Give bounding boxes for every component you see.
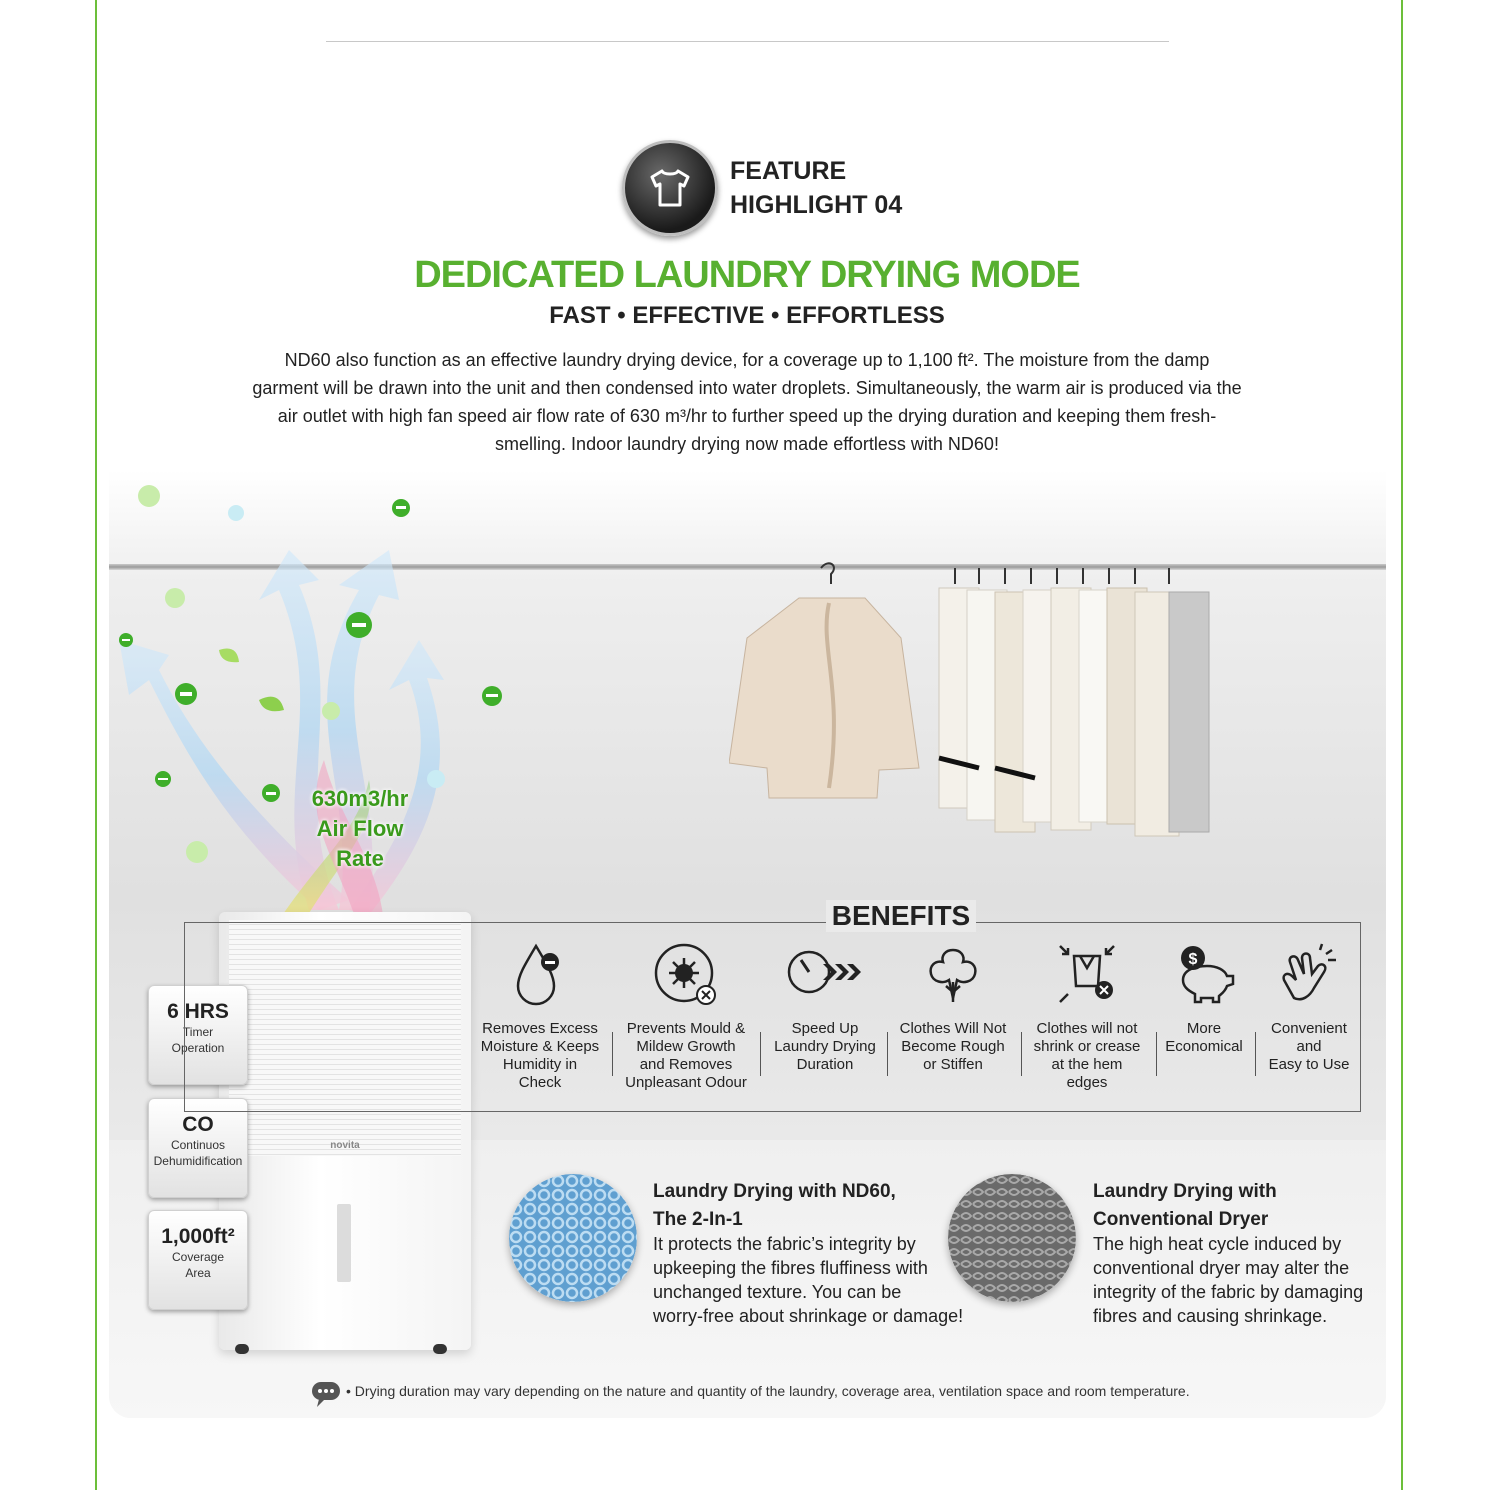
mould-virus-icon	[651, 940, 721, 1010]
benefit-separator	[760, 1032, 761, 1076]
water-level-window	[337, 1204, 351, 1282]
benefit-separator	[612, 1032, 613, 1076]
benefit-item: Speed Up Laundry Drying Duration	[772, 940, 878, 1074]
benefit-item: Clothes will not shrink or crease at the hem edges	[1030, 940, 1144, 1092]
airflow-rate-label: 630m3/hr Air Flow Rate	[311, 786, 409, 871]
wheel	[235, 1344, 249, 1354]
page-title: DEDICATED LAUNDRY DRYING MODE	[414, 254, 1080, 296]
piggy-bank-icon	[1169, 940, 1239, 1010]
footnote: • Drying duration may vary depending on the nature and quantity of the laundry, coverage area, ventilation space and room temperature.	[346, 1383, 1190, 1399]
benefit-separator	[1156, 1032, 1157, 1076]
hand-snap-icon	[1274, 940, 1344, 1010]
tshirt-icon	[622, 140, 718, 236]
stat-continuous: CO Continuos Dehumidification	[148, 1098, 248, 1198]
frame-border-left	[95, 0, 97, 1490]
benefit-item: Prevents Mould & Mildew Growth and Removes Unpleasant Odour	[625, 940, 747, 1092]
speech-bubble-icon	[311, 1381, 341, 1409]
water-drop-minus-icon	[510, 940, 570, 1010]
wheel	[433, 1344, 447, 1354]
nd60-comparison-text: It protects the fabric’s integrity by upkeeping the fibres fluffiness with unchanged texture. You can be worry-free about shrinkage or damage!	[653, 1234, 964, 1326]
benefit-item: Convenient and Easy to Use	[1262, 940, 1356, 1074]
dryer-comparison-title: Laundry Drying with Conventional Dryer	[1093, 1181, 1277, 1230]
svg-text:$: $	[1188, 951, 1198, 968]
benefit-separator	[1255, 1032, 1256, 1076]
matted-grey-fabric-image	[948, 1174, 1076, 1302]
benefits-title: BENEFITS	[826, 900, 976, 932]
shrink-shirt-icon	[1052, 940, 1122, 1010]
speed-up-icon	[785, 940, 865, 1010]
dryer-comparison-text: The high heat cycle induced by conventional dryer may alter the integrity of the fabric by damaging fibres and causing shrinkage.	[1093, 1234, 1364, 1326]
nd60-comparison-title: Laundry Drying with ND60, The 2-In-1	[653, 1181, 896, 1230]
feature-highlight-label: FEATURE HIGHLIGHT 04	[730, 157, 903, 219]
benefit-item: Removes Excess Moisture & Keeps Humidity in Check	[480, 940, 600, 1092]
benefit-separator	[1021, 1032, 1022, 1076]
page-subtitle: FAST • EFFECTIVE • EFFORTLESS	[549, 302, 945, 329]
benefit-item: $ More Economical	[1160, 940, 1248, 1056]
cotton-icon	[918, 940, 988, 1010]
benefit-separator	[887, 1032, 888, 1076]
description-paragraph: ND60 also function as an effective laundry drying device, for a coverage up to 1,100 ft². The moisture from the damp garment will be drawn into the unit and then condensed into water droplets. Simultaneously, the warm air is produced via the air outlet with high fan speed air flow rate of 630 m³/hr to further speed up the drying duration and keeping them fresh-smelling. Indoor laundry drying now made effortless with ND60!	[252, 350, 1242, 454]
benefit-item: Clothes Will Not Become Rough or Stiffen	[898, 940, 1008, 1074]
frame-border-right	[1401, 0, 1403, 1490]
stat-coverage: 1,000ft² Coverage Area	[148, 1210, 248, 1310]
stat-timer: 6 HRS Timer Operation	[148, 985, 248, 1085]
top-divider	[326, 41, 1169, 42]
clothes-on-hangers-illustration	[729, 558, 1249, 898]
fluffy-blue-fabric-image	[509, 1174, 637, 1302]
unit-brand-logo: novita	[330, 1140, 360, 1151]
